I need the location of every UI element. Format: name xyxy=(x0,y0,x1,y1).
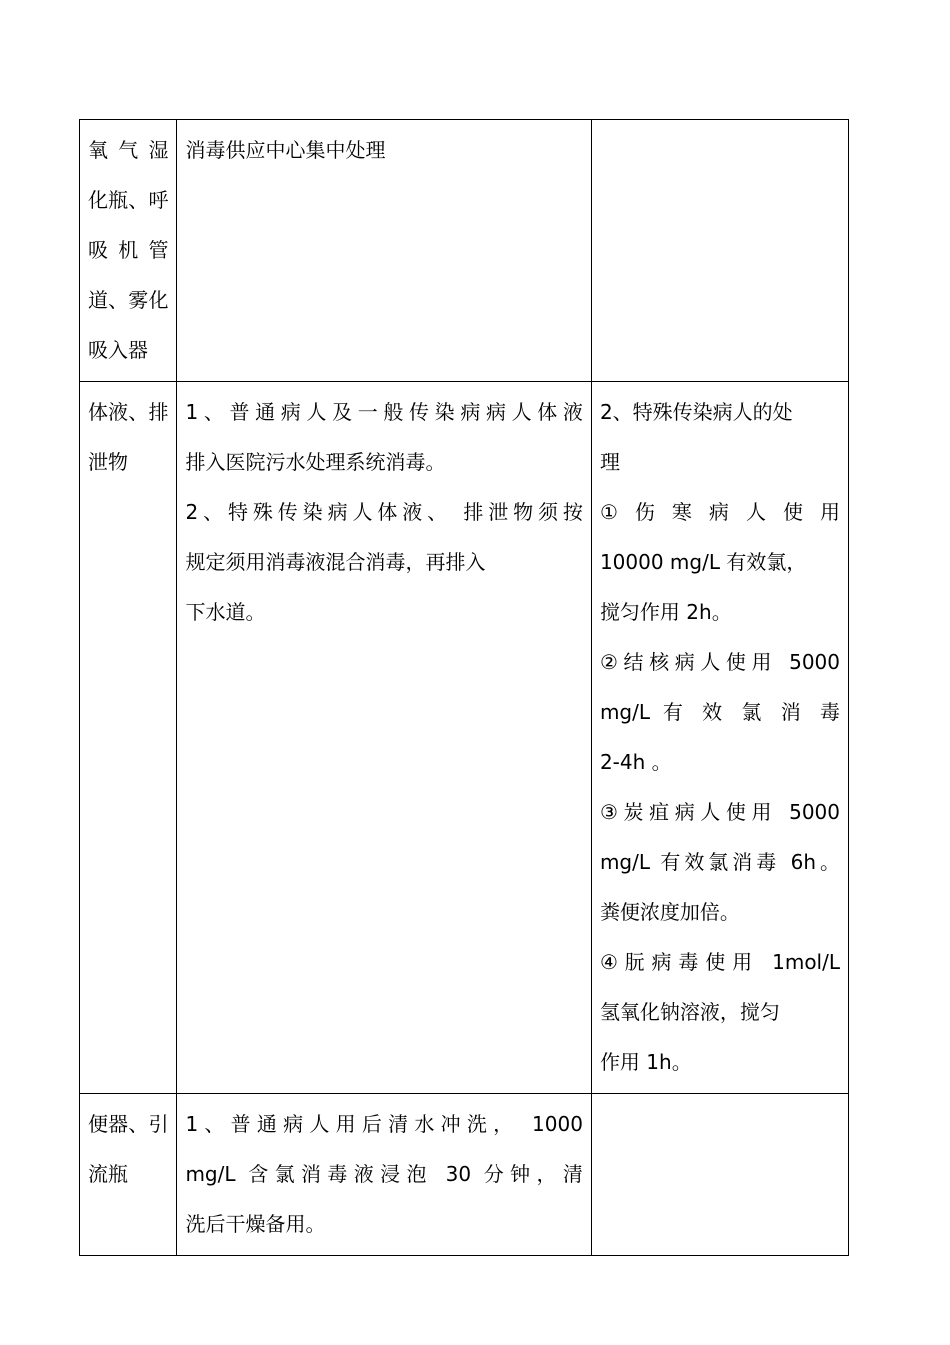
method-cell xyxy=(177,1094,591,1256)
item-cell xyxy=(80,1094,177,1256)
item-line: 化瓶、呼 xyxy=(88,188,169,212)
special-line: 作用 1h。 xyxy=(599,1050,692,1074)
item-cell xyxy=(80,382,177,1094)
special-line: 2-4h 。 xyxy=(599,750,672,774)
special-line: 粪便浓度加倍。 xyxy=(599,900,740,924)
item-cell xyxy=(80,120,177,382)
special-line: 氢氧化钠溶液，搅匀 xyxy=(599,1000,780,1024)
method-line: 2、特殊传染病人体液、 排泄物须按 xyxy=(185,500,583,524)
method-line: mg/L 含氯消毒液浸泡 30 分钟，清 xyxy=(185,1162,583,1186)
method-cell xyxy=(177,120,591,382)
method-line: 消毒供应中心集中处理 xyxy=(185,138,386,162)
item-line: 氧 气 湿 xyxy=(88,138,169,162)
special-cell xyxy=(591,1094,848,1256)
table-row xyxy=(80,120,849,382)
method-line: 洗后干燥备用。 xyxy=(185,1212,326,1236)
special-line: mg/L 有效氯消毒 6h。 xyxy=(599,850,840,874)
item-line: 道、雾化 xyxy=(88,288,169,312)
item-line: 吸入器 xyxy=(88,338,148,362)
special-line: 2、特殊传染病人的处 xyxy=(599,400,793,424)
method-line: 1、普通病人及一般传染病病人体液 xyxy=(185,400,583,424)
special-line: ① 伤 寒 病 人 使 用 xyxy=(599,500,840,524)
item-line: 泄物 xyxy=(88,450,128,474)
item-line: 体液、排 xyxy=(88,400,169,424)
special-line: ③炭疽病人使用 5000 xyxy=(599,800,840,824)
method-line: 1、普通病人用后清水冲洗， 1000 xyxy=(185,1112,583,1136)
special-line: 理 xyxy=(599,450,620,474)
disinfection-table xyxy=(79,119,849,1256)
method-cell xyxy=(177,382,591,1094)
special-cell xyxy=(591,382,848,1094)
item-line: 流瓶 xyxy=(88,1162,128,1186)
special-line: ②结核病人使用 5000 xyxy=(599,650,840,674)
special-line: 10000 mg/L 有效氯， xyxy=(599,550,807,574)
method-line: 规定须用消毒液混合消毒，再排入 xyxy=(185,550,486,574)
special-cell xyxy=(591,120,848,382)
table-row xyxy=(80,382,849,1094)
item-line: 便器、引 xyxy=(88,1112,169,1136)
special-line: ④朊病毒使用 1mol/L xyxy=(599,950,840,974)
item-line: 吸 机 管 xyxy=(88,238,169,262)
special-line: 搅匀作用 2h。 xyxy=(599,600,732,624)
method-line: 下水道。 xyxy=(185,600,266,624)
method-line: 排入医院污水处理系统消毒。 xyxy=(185,450,446,474)
table-row xyxy=(80,1094,849,1256)
special-line: mg/L 有 效 氯 消 毒 xyxy=(599,700,840,724)
